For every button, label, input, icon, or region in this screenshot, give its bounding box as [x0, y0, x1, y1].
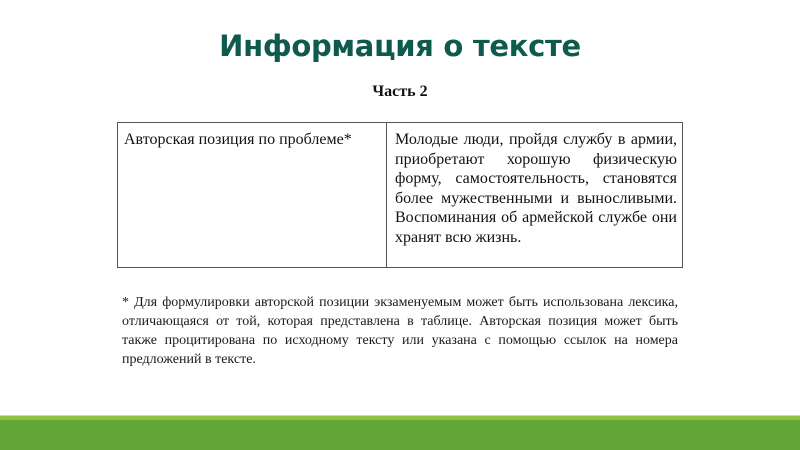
footer-band-main: [0, 420, 800, 450]
footnote: * Для формулировки авторской позиции экзаменуемым может быть использована лексика, отличающаяся от той, которая представлена в таблице. Авторская позиция может быть также процитирована по исходному тексту или указана с помощью ссылок на номера предложений в тексте.: [122, 295, 678, 367]
footer-band: [0, 415, 800, 450]
table-cell-value: Молодые люди, пройдя службу в армии, приобретают хорошую физическую форму, самостоятельность, становятся более мужественными и выносливыми. Воспоминания об армейской службе они хранят всю жизнь.: [395, 131, 677, 246]
table-cell-label: Авторская позиция по проблеме*: [118, 123, 387, 267]
part-heading: Часть 2: [372, 83, 428, 100]
slide-title: Информация о тексте: [219, 29, 581, 63]
author-position-table: [117, 122, 683, 268]
